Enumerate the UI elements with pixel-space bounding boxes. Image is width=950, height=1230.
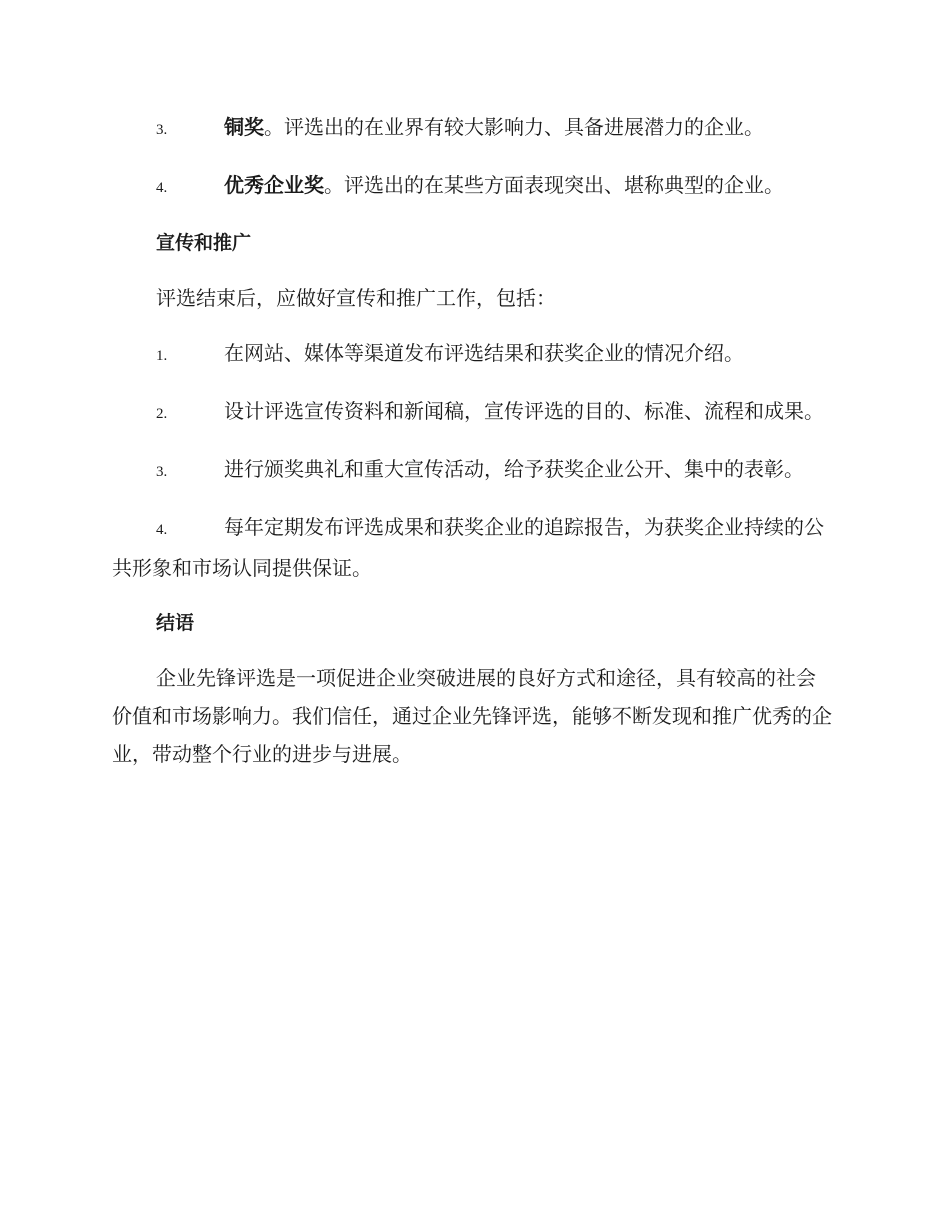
promotion-item bbox=[112, 450, 834, 491]
promotion-item-text: 设计评选宣传资料和新闻稿，宣传评选的目的、标准、流程和成果。 bbox=[224, 399, 824, 423]
list-number: 4. bbox=[156, 180, 168, 196]
award-description: 。评选出的在某些方面表现突出、堪称典型的企业。 bbox=[324, 173, 784, 197]
list-number: 1. bbox=[156, 348, 168, 364]
list-number: 2. bbox=[156, 406, 168, 422]
promotion-item-text: 每年定期发布评选成果和获奖企业的追踪报告，为获奖企业持续的公共形象和市场认同提供保证。 bbox=[112, 515, 824, 580]
award-item-bronze bbox=[112, 108, 834, 149]
promotion-item bbox=[112, 334, 834, 375]
list-number: 3. bbox=[156, 464, 168, 480]
section-heading-promotion: 宣传和推广 bbox=[156, 232, 252, 254]
section-heading-conclusion: 结语 bbox=[156, 612, 195, 634]
promotion-item-text: 进行颁奖典礼和重大宣传活动，给予获奖企业公开、集中的表彰。 bbox=[224, 457, 804, 481]
award-description: 。评选出的在业界有较大影响力、具备进展潜力的企业。 bbox=[264, 115, 764, 139]
award-item-excellent bbox=[112, 166, 834, 207]
document-page bbox=[112, 108, 834, 790]
list-number: 3. bbox=[156, 122, 168, 138]
promotion-item-text: 在网站、媒体等渠道发布评选结果和获奖企业的情况介绍。 bbox=[224, 341, 744, 365]
conclusion-paragraph: 企业先锋评选是一项促进企业突破进展的良好方式和途径，具有较高的社会价值和市场影响力。我们信任，通过企业先锋评选，能够不断发现和推广优秀的企业，带动整个行业的进步与进展。 bbox=[112, 666, 832, 766]
list-number: 4. bbox=[156, 522, 168, 538]
promotion-item bbox=[112, 508, 834, 587]
promotion-item bbox=[112, 392, 834, 433]
promotion-intro: 评选结束后，应做好宣传和推广工作，包括： bbox=[156, 286, 556, 310]
award-title: 优秀企业奖 bbox=[224, 173, 324, 197]
award-title: 铜奖 bbox=[224, 115, 264, 139]
